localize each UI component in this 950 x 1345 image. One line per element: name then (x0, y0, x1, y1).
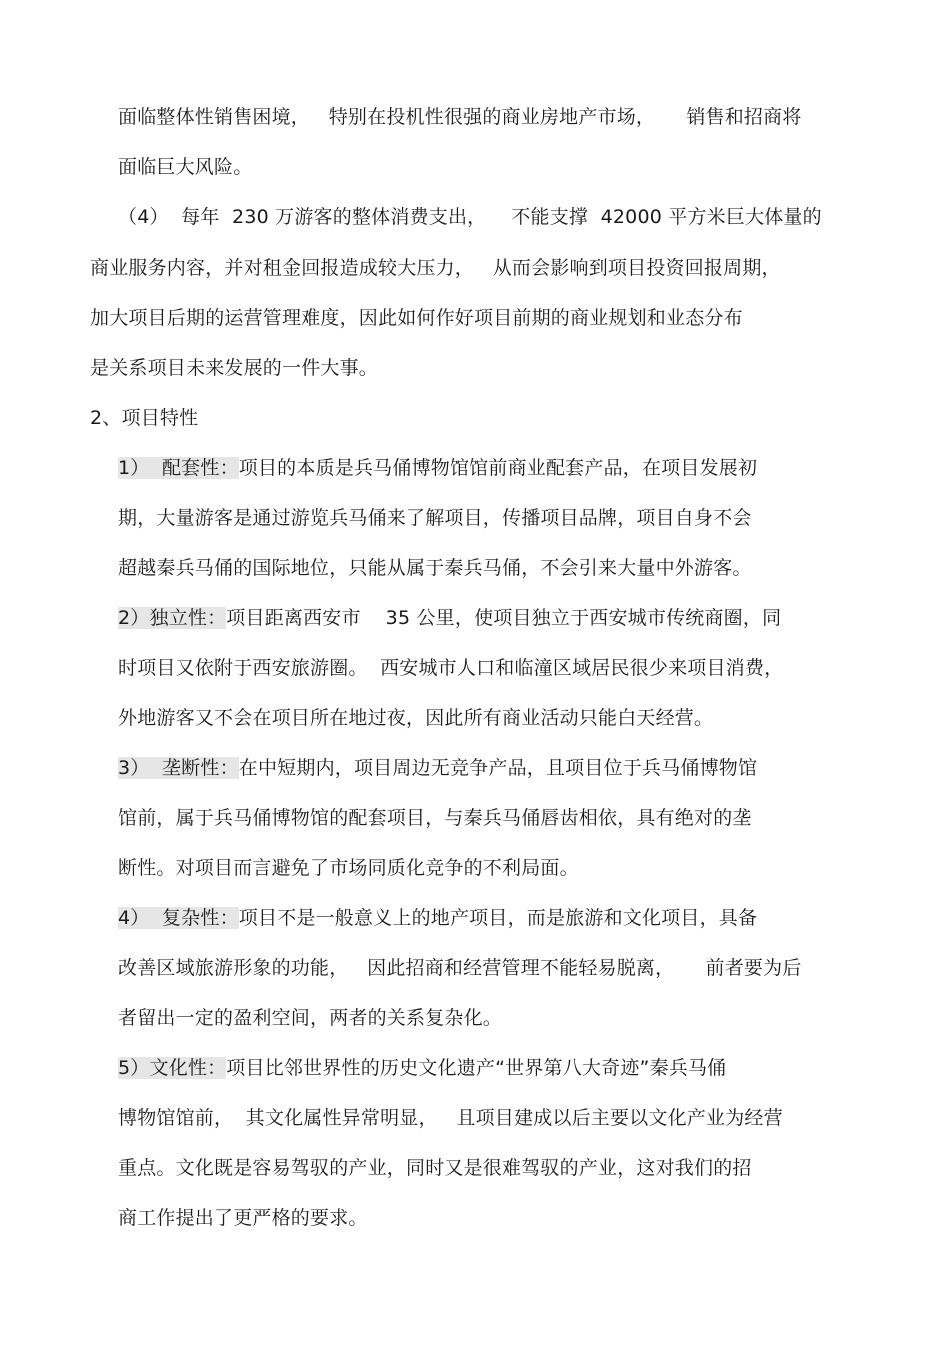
text-line: 加大项目后期的运营管理难度，因此如何作好项目前期的商业规划和业态分布 (90, 307, 743, 329)
text-line: （4） 每年 230 万游客的整体消费支出， 不能支撑 42000 平方米巨大体量的 (118, 206, 822, 228)
item-2-line (118, 605, 781, 631)
text-line: 期，大量游客是通过游览兵马俑来了解项目，传播项目品牌，项目自身不会 (118, 507, 752, 529)
text-line: 商工作提出了更严格的要求。 (118, 1207, 368, 1229)
text-line: 时项目又依附于西安旅游圈。 西安城市人口和临潼区域居民很少来项目消费， (118, 657, 784, 679)
text-line: 面临巨大风险。 (118, 156, 253, 178)
text-line: 外地游客又不会在项目所在地过夜，因此所有商业活动只能白天经营。 (118, 707, 714, 729)
item-text: 项目不是一般意义上的地产项目，而是旅游和文化项目，具备 (238, 907, 758, 929)
item-4-line (118, 905, 757, 931)
text-line: 断性。对项目而言避免了市场同质化竞争的不利局面。 (118, 857, 579, 879)
item-text: 项目比邻世界性的历史文化遗产“世界第八大奇迹”秦兵马俑 (226, 1057, 727, 1079)
text-line: 商业服务内容，并对租金回报造成较大压力， 从而会影响到项目投资回报周期， (90, 257, 781, 279)
item-label: 5）文化性： (118, 1057, 227, 1079)
item-label: 2）独立性： (118, 607, 227, 629)
text-line: 面临整体性销售困境， 特别在投机性很强的商业房地产市场， 销售和招商将 (118, 106, 802, 128)
section-heading: 2、项目特性 (90, 407, 199, 429)
text-line: 改善区域旅游形象的功能， 因此招商和经营管理不能轻易脱离， 前者要为后 (118, 957, 802, 979)
text-line: 是关系项目未来发展的一件大事。 (90, 357, 379, 379)
item-text: 项目距离西安市 35 公里，使项目独立于西安城市传统商圈，同 (226, 607, 782, 629)
item-text: 项目的本质是兵马俑博物馆馆前商业配套产品，在项目发展初 (238, 457, 758, 479)
item-text: 在中短期内，项目周边无竞争产品，且项目位于兵马俑博物馆 (238, 757, 758, 779)
text-line: 馆前，属于兵马俑博物馆的配套项目，与秦兵马俑唇齿相依，具有绝对的垄 (118, 807, 752, 829)
text-line: 博物馆馆前， 其文化属性异常明显， 且项目建成以后主要以文化产业为经营 (118, 1107, 783, 1129)
item-label: 4） 复杂性： (118, 907, 239, 929)
text-line: 者留出一定的盈利空间，两者的关系复杂化。 (118, 1007, 503, 1029)
item-5-line (118, 1055, 726, 1081)
item-3-line (118, 755, 757, 781)
text-line: 重点。文化既是容易驾驭的产业，同时又是很难驾驭的产业，这对我们的招 (118, 1157, 752, 1179)
text-line: 超越秦兵马俑的国际地位，只能从属于秦兵马俑，不会引来大量中外游客。 (118, 557, 752, 579)
item-1-line (118, 455, 757, 481)
item-label: 1） 配套性： (118, 457, 239, 479)
item-label: 3） 垄断性： (118, 757, 239, 779)
